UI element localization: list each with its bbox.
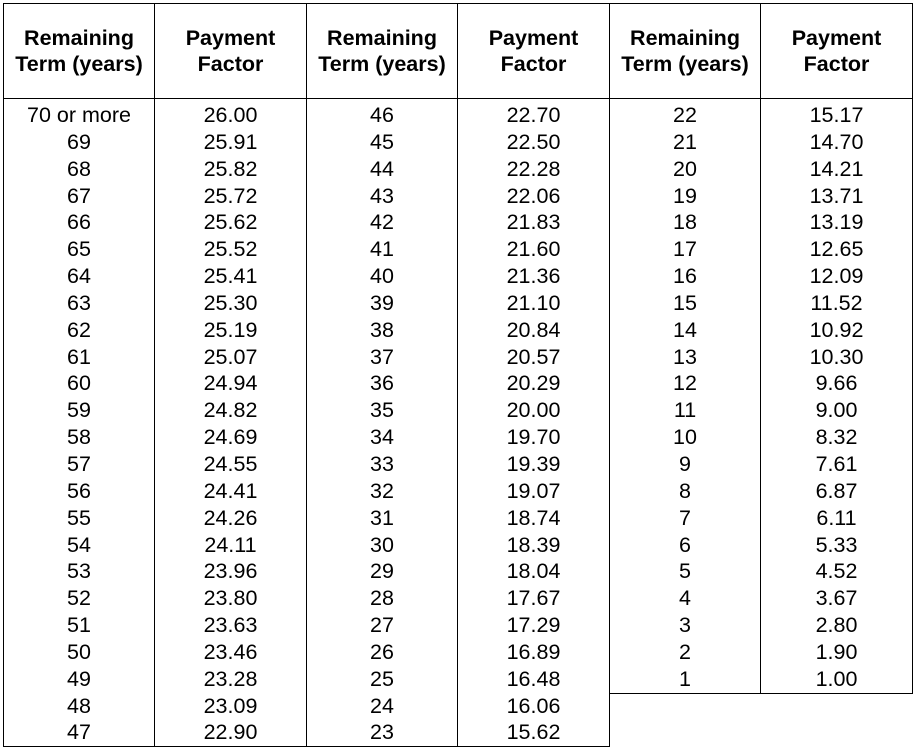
remaining-term-cell: 18 [610,209,761,236]
payment-factor-cell: 20.84 [458,317,610,344]
table-row [4,451,307,478]
table-row [610,209,913,236]
remaining-term-cell: 44 [307,156,458,183]
payment-factor-cell: 3.67 [761,585,913,612]
remaining-term-cell: 66 [4,209,155,236]
payment-factor-cell: 22.70 [458,99,610,129]
payment-factor-cell: 25.41 [155,263,307,290]
table-row [307,236,610,263]
remaining-term-cell: 15 [610,290,761,317]
payment-factor-cell: 1.90 [761,639,913,666]
table-row [610,532,913,559]
table-row [610,290,913,317]
payment-factor-cell: 17.29 [458,612,610,639]
payment-factor-cell: 20.00 [458,397,610,424]
payment-factor-cell: 6.87 [761,478,913,505]
remaining-term-cell: 42 [307,209,458,236]
remaining-term-cell: 52 [4,585,155,612]
payment-factor-cell: 16.06 [458,693,610,720]
payment-factor-cell: 8.32 [761,424,913,451]
payment-factor-cell: 25.52 [155,236,307,263]
remaining-term-cell: 69 [4,129,155,156]
payment-factor-cell: 10.30 [761,344,913,371]
table-row [4,344,307,371]
table-row [4,183,307,210]
table-row [4,99,307,129]
remaining-term-cell: 31 [307,505,458,532]
table-row [610,344,913,371]
payment-factor-cell: 21.10 [458,290,610,317]
table-row [307,639,610,666]
header-row [4,4,307,99]
payment-factor-cell: 24.69 [155,424,307,451]
payment-factor-cell: 16.48 [458,666,610,693]
table-row [307,263,610,290]
table-row [307,99,610,129]
remaining-term-cell: 56 [4,478,155,505]
payment-factor-cell: 9.00 [761,397,913,424]
payment-factor-header: Payment Factor [155,4,307,99]
table-row [307,719,610,746]
remaining-term-cell: 19 [610,183,761,210]
remaining-term-cell: 33 [307,451,458,478]
payment-factor-cell: 4.52 [761,558,913,585]
remaining-term-cell: 26 [307,639,458,666]
payment-factor-cell: 18.74 [458,505,610,532]
payment-factor-cell: 13.71 [761,183,913,210]
payment-factor-cell: 12.65 [761,236,913,263]
remaining-term-cell: 34 [307,424,458,451]
remaining-term-header: Remaining Term (years) [307,4,458,99]
remaining-term-cell: 11 [610,397,761,424]
payment-factor-cell: 17.67 [458,585,610,612]
table-row [4,397,307,424]
remaining-term-cell: 23 [307,719,458,746]
payment-factor-cell: 24.94 [155,370,307,397]
payment-factor-cell: 24.41 [155,478,307,505]
remaining-term-cell: 41 [307,236,458,263]
remaining-term-cell: 4 [610,585,761,612]
remaining-term-cell: 37 [307,344,458,371]
payment-factor-cell: 26.00 [155,99,307,129]
payment-factor-cell: 20.29 [458,370,610,397]
payment-factor-cell: 18.39 [458,532,610,559]
remaining-term-cell: 60 [4,370,155,397]
table-row [4,424,307,451]
payment-factor-cell: 15.17 [761,99,913,129]
table-row [307,129,610,156]
remaining-term-cell: 25 [307,666,458,693]
table-row [307,317,610,344]
remaining-term-cell: 64 [4,263,155,290]
table-row [4,558,307,585]
payment-factor-table-3 [609,3,913,694]
remaining-term-cell: 40 [307,263,458,290]
table-row [307,370,610,397]
table-row [307,558,610,585]
table-row [4,370,307,397]
remaining-term-cell: 45 [307,129,458,156]
table-row [610,478,913,505]
table-row [610,156,913,183]
table-row [4,612,307,639]
remaining-term-cell: 47 [4,719,155,746]
table-row [610,639,913,666]
payment-factor-cell: 22.28 [458,156,610,183]
payment-factor-cell: 10.92 [761,317,913,344]
payment-factor-cell: 23.96 [155,558,307,585]
remaining-term-cell: 59 [4,397,155,424]
payment-factor-cell: 7.61 [761,451,913,478]
remaining-term-cell: 27 [307,612,458,639]
table-row [4,236,307,263]
table-row [307,505,610,532]
table-row [307,290,610,317]
payment-factor-cell: 16.89 [458,639,610,666]
table-row [307,424,610,451]
table-row [4,719,307,746]
payment-factor-cell: 25.19 [155,317,307,344]
payment-factor-header: Payment Factor [458,4,610,99]
table-row [4,129,307,156]
table-row [610,129,913,156]
remaining-term-cell: 8 [610,478,761,505]
payment-factor-cell: 5.33 [761,532,913,559]
remaining-term-cell: 55 [4,505,155,532]
payment-factor-cell: 25.91 [155,129,307,156]
payment-factor-cell: 19.07 [458,478,610,505]
remaining-term-cell: 49 [4,666,155,693]
table-row [4,532,307,559]
table-row [4,156,307,183]
remaining-term-cell: 2 [610,639,761,666]
payment-factor-cell: 21.60 [458,236,610,263]
payment-factor-cell: 21.83 [458,209,610,236]
remaining-term-cell: 7 [610,505,761,532]
table-row [4,693,307,720]
payment-factor-cell: 12.09 [761,263,913,290]
table-row [610,558,913,585]
payment-factor-cell: 24.11 [155,532,307,559]
table-row [307,478,610,505]
table-row [4,505,307,532]
remaining-term-cell: 54 [4,532,155,559]
remaining-term-cell: 28 [307,585,458,612]
table-row [610,317,913,344]
payment-factor-cell: 21.36 [458,263,610,290]
remaining-term-cell: 30 [307,532,458,559]
remaining-term-cell: 46 [307,99,458,129]
payment-factor-cell: 2.80 [761,612,913,639]
payment-factor-cell: 24.55 [155,451,307,478]
table-row [307,183,610,210]
table-row [4,263,307,290]
table-row [610,451,913,478]
payment-factor-cell: 14.21 [761,156,913,183]
remaining-term-cell: 62 [4,317,155,344]
table-row [610,397,913,424]
remaining-term-cell: 65 [4,236,155,263]
table-row [307,451,610,478]
table-row [307,693,610,720]
payment-factor-cell: 15.62 [458,719,610,746]
remaining-term-cell: 22 [610,99,761,129]
table-row [610,370,913,397]
payment-factor-cell: 24.26 [155,505,307,532]
remaining-term-cell: 16 [610,263,761,290]
payment-factor-cell: 19.70 [458,424,610,451]
table-row [610,263,913,290]
remaining-term-cell: 21 [610,129,761,156]
table-row [4,585,307,612]
remaining-term-cell: 70 or more [4,99,155,129]
table-row [610,99,913,129]
table-row [4,666,307,693]
payment-factor-cell: 25.07 [155,344,307,371]
remaining-term-cell: 50 [4,639,155,666]
remaining-term-cell: 1 [610,666,761,693]
payment-factor-table-2 [306,3,610,747]
table-row [4,290,307,317]
remaining-term-cell: 35 [307,397,458,424]
remaining-term-cell: 48 [4,693,155,720]
payment-factor-cell: 1.00 [761,666,913,693]
payment-factor-cell: 9.66 [761,370,913,397]
header-row [307,4,610,99]
remaining-term-cell: 57 [4,451,155,478]
payment-factor-cell: 20.57 [458,344,610,371]
payment-factor-cell: 23.46 [155,639,307,666]
remaining-term-header: Remaining Term (years) [610,4,761,99]
table-row [307,532,610,559]
payment-factor-cell: 19.39 [458,451,610,478]
table-row [4,209,307,236]
payment-factor-cell: 13.19 [761,209,913,236]
remaining-term-cell: 63 [4,290,155,317]
payment-factor-cell: 23.28 [155,666,307,693]
remaining-term-cell: 20 [610,156,761,183]
remaining-term-cell: 68 [4,156,155,183]
remaining-term-cell: 32 [307,478,458,505]
remaining-term-cell: 14 [610,317,761,344]
table-row [610,612,913,639]
table-row [4,317,307,344]
remaining-term-cell: 36 [307,370,458,397]
remaining-term-cell: 67 [4,183,155,210]
table-row [307,397,610,424]
payment-factor-cell: 23.09 [155,693,307,720]
table-row [610,183,913,210]
table-row [307,612,610,639]
remaining-term-cell: 10 [610,424,761,451]
payment-factor-table-1 [3,3,307,747]
remaining-term-cell: 5 [610,558,761,585]
payment-factor-cell: 6.11 [761,505,913,532]
table-row [307,666,610,693]
table-row [307,209,610,236]
payment-factor-cell: 14.70 [761,129,913,156]
remaining-term-cell: 43 [307,183,458,210]
payment-factor-cell: 23.80 [155,585,307,612]
table-row [610,585,913,612]
remaining-term-cell: 6 [610,532,761,559]
remaining-term-cell: 38 [307,317,458,344]
payment-factor-header: Payment Factor [761,4,913,99]
table-row [4,639,307,666]
remaining-term-cell: 13 [610,344,761,371]
payment-factor-cell: 25.30 [155,290,307,317]
payment-factor-cell: 25.72 [155,183,307,210]
table-row [307,585,610,612]
table-row [610,424,913,451]
remaining-term-cell: 39 [307,290,458,317]
remaining-term-cell: 9 [610,451,761,478]
remaining-term-cell: 61 [4,344,155,371]
table-row [307,156,610,183]
remaining-term-header: Remaining Term (years) [4,4,155,99]
remaining-term-cell: 29 [307,558,458,585]
remaining-term-cell: 58 [4,424,155,451]
payment-factor-cell: 11.52 [761,290,913,317]
table-row [610,666,913,693]
table-row [307,344,610,371]
remaining-term-cell: 53 [4,558,155,585]
payment-factor-cell: 22.90 [155,719,307,746]
payment-factor-cell: 25.62 [155,209,307,236]
remaining-term-cell: 12 [610,370,761,397]
payment-factor-cell: 25.82 [155,156,307,183]
table-row [4,478,307,505]
payment-factor-cell: 23.63 [155,612,307,639]
header-row [610,4,913,99]
remaining-term-cell: 51 [4,612,155,639]
payment-factor-cell: 22.50 [458,129,610,156]
remaining-term-cell: 3 [610,612,761,639]
payment-factor-cell: 18.04 [458,558,610,585]
payment-factor-cell: 24.82 [155,397,307,424]
payment-factor-cell: 22.06 [458,183,610,210]
table-row [610,236,913,263]
remaining-term-cell: 17 [610,236,761,263]
table-row [610,505,913,532]
remaining-term-cell: 24 [307,693,458,720]
